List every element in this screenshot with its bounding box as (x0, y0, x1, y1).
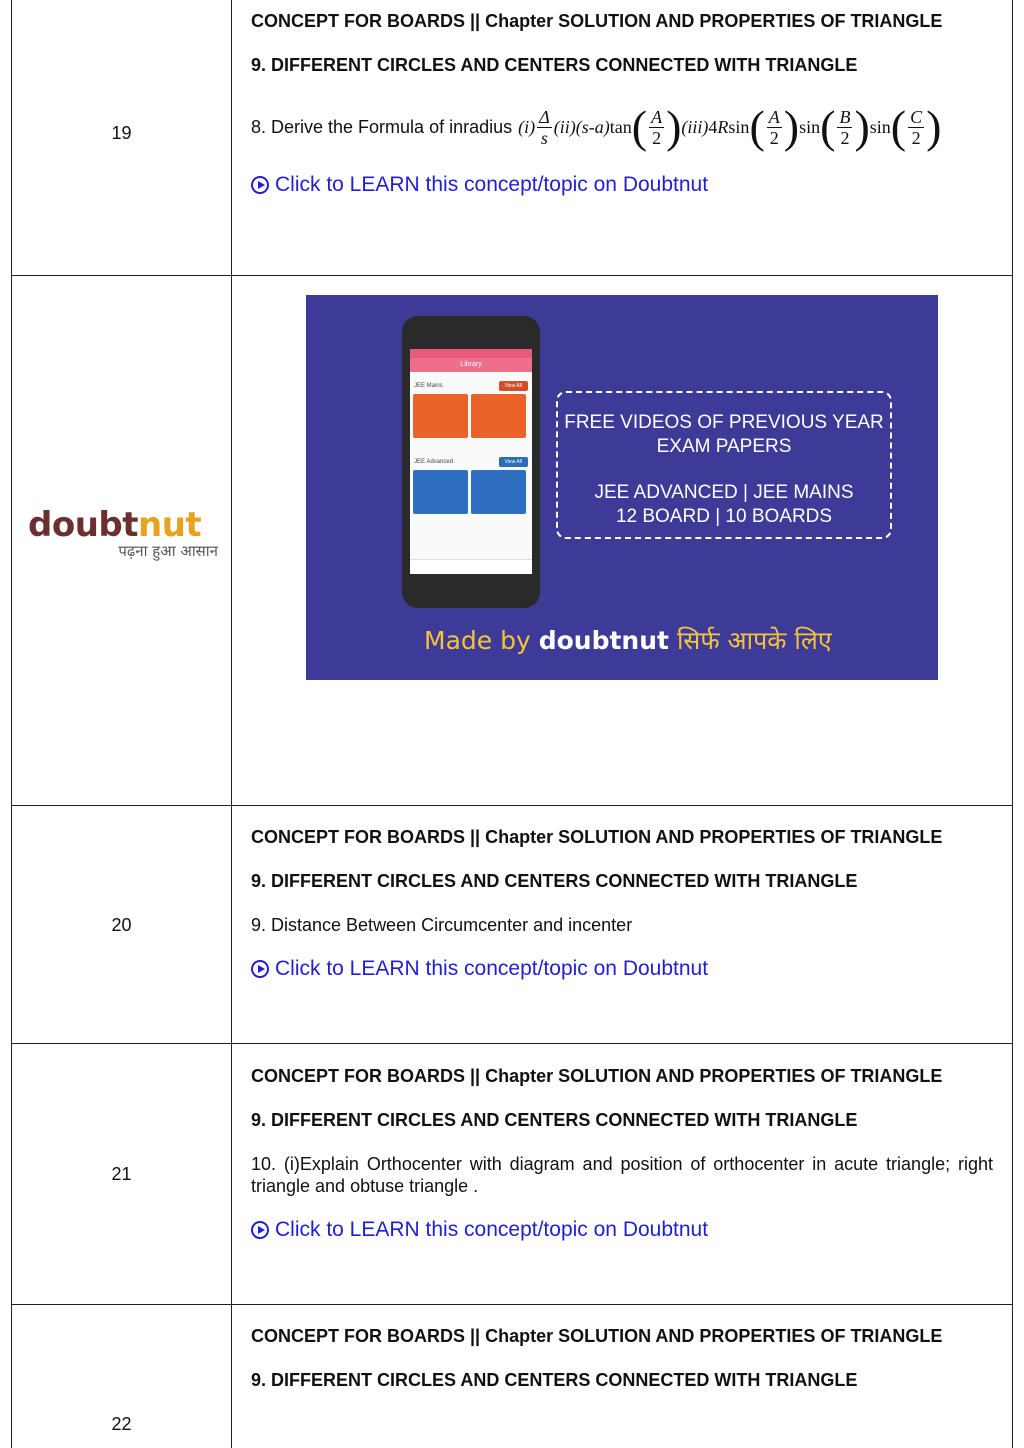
section-subheader: 9. DIFFERENT CIRCLES AND CENTERS CONNECTED WITH TRIANGLE (251, 1110, 858, 1130)
concept-header: CONCEPT FOR BOARDS || Chapter SOLUTION AND PROPERTIES OF TRIANGLE (251, 827, 943, 847)
row-number: 20 (111, 915, 132, 935)
play-circle-icon (251, 176, 269, 194)
row-divider (11, 1304, 1013, 1305)
learn-link-text[interactable]: Click to LEARN this concept/topic on Doubtnut (275, 1218, 709, 1241)
row-number: 21 (111, 1164, 132, 1184)
row-number: 22 (111, 1414, 132, 1434)
learn-link-text[interactable]: Click to LEARN this concept/topic on Doubtnut (275, 957, 709, 980)
promo-banner[interactable] (306, 295, 938, 680)
phone-screen: Library JEE Mains View All JEE Advanced View All (410, 349, 532, 574)
section-subheader: 9. DIFFERENT CIRCLES AND CENTERS CONNECTED WITH TRIANGLE (251, 55, 858, 75)
question-text (251, 101, 993, 152)
doubtnut-logo (28, 505, 218, 561)
row-content (251, 826, 993, 982)
row-content (251, 1065, 993, 1243)
concept-header: CONCEPT FOR BOARDS || Chapter SOLUTION AND PROPERTIES OF TRIANGLE (251, 1326, 943, 1346)
learn-link[interactable] (251, 1217, 993, 1243)
learn-link[interactable] (251, 956, 993, 982)
question-prefix: 8. Derive the Formula of inradius (251, 116, 513, 137)
learn-link[interactable] (251, 172, 993, 198)
phone-screen-title: Library (410, 358, 532, 372)
play-circle-icon (251, 960, 269, 978)
question-text: 10. (i)Explain Orthocenter with diagram and position of orthocenter in acute triangle; right triangle and obtuse triangle . (251, 1154, 993, 1196)
logo-tagline: पढ़ना हुआ आसान (118, 542, 218, 560)
play-circle-icon (251, 1221, 269, 1239)
question-text: 9. Distance Between Circumcenter and incenter (251, 915, 633, 935)
table-border-right (1012, 0, 1013, 1448)
phone-mockup (402, 316, 540, 608)
row-content (251, 1325, 993, 1391)
table-border-left (11, 0, 12, 1448)
inradius-formula: ( i ) $\frac{\Delta}{s}$ ( ii )( s - a ) tan ( $\frac{A}{2}$ ) ( iii ) 4 R sin ( $\frac{A}{2}$ ) sin ( $\frac{B}{2}$ ) sin ( $\frac{C}{2}$ ) (518, 101, 942, 152)
concept-header: CONCEPT FOR BOARDS || Chapter SOLUTION AND PROPERTIES OF TRIANGLE (251, 11, 943, 31)
logo-wordmark: doubtnut (28, 505, 202, 545)
row-divider (11, 275, 1013, 276)
made-by-caption: Made by doubtnut सिर्फ आपके लिए (424, 626, 832, 655)
section-subheader: 9. DIFFERENT CIRCLES AND CENTERS CONNECTED WITH TRIANGLE (251, 1370, 858, 1390)
row-divider (11, 805, 1013, 806)
row-content (251, 10, 993, 198)
concept-header: CONCEPT FOR BOARDS || Chapter SOLUTION AND PROPERTIES OF TRIANGLE (251, 1066, 943, 1086)
row-divider (11, 1043, 1013, 1044)
promo-dashed-box: FREE VIDEOS OF PREVIOUS YEAR EXAM PAPERS JEE ADVANCED | JEE MAINS 12 BOARD | 10 BOARDS (556, 391, 892, 539)
table-border-mid (231, 0, 232, 1448)
row-number: 19 (111, 123, 132, 143)
learn-link-text[interactable]: Click to LEARN this concept/topic on Doubtnut (275, 173, 709, 196)
section-subheader: 9. DIFFERENT CIRCLES AND CENTERS CONNECTED WITH TRIANGLE (251, 871, 858, 891)
